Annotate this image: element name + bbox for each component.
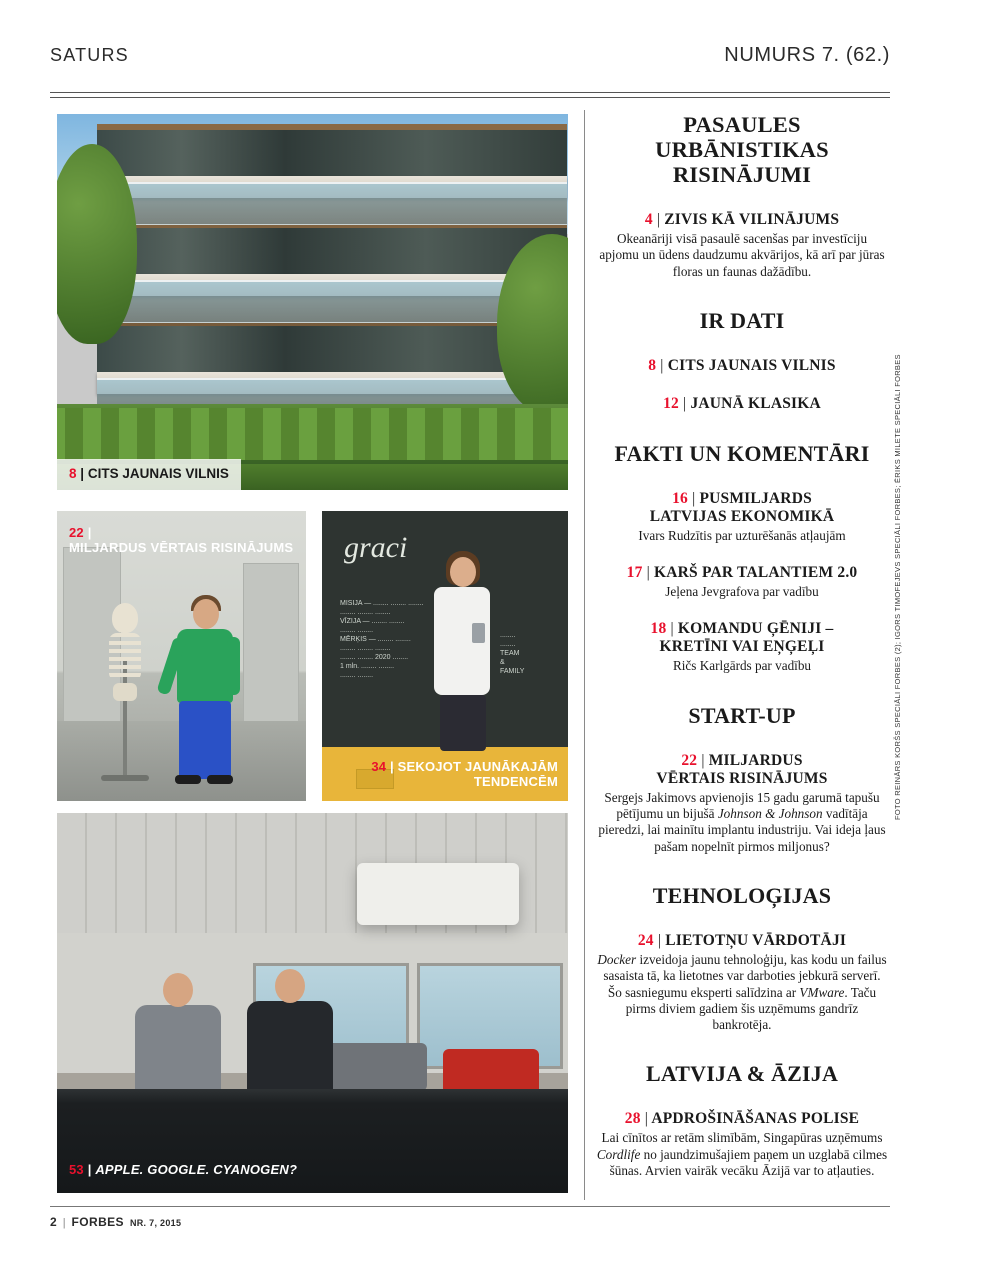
photo-caption-text: CITS JAUNAIS VILNIS bbox=[87, 466, 229, 481]
header-section-label: SATURS bbox=[50, 45, 129, 65]
photo-pelvis bbox=[113, 683, 137, 701]
toc-body-part2: no jaundzimušajiem paņem un uzglabā cilmes šūnas. Arvien vairāk vecāku Āzijā var to atļauties. bbox=[609, 1146, 888, 1179]
section-title-line2: RISINĀJUMI bbox=[672, 162, 812, 187]
toc-entry-apdrosinasanas-polise[interactable] bbox=[596, 1110, 888, 1179]
photo-board-word: graci bbox=[344, 531, 408, 564]
toc-entry-komandu-genij[interactable] bbox=[596, 620, 888, 674]
toc-entry-lietotnu-vardotaji[interactable] bbox=[596, 932, 888, 1033]
section-title-tehnologijas: TEHNOLOĢIJAS bbox=[652, 882, 832, 908]
toc-entry-heading bbox=[596, 211, 888, 229]
column-divider bbox=[584, 110, 585, 1200]
photo-skeleton-corridor bbox=[57, 511, 306, 801]
toc-entry-body: Ivars Rudzītis par uzturēšanās atļaujām bbox=[638, 527, 846, 543]
toc-entry-heading bbox=[596, 357, 888, 375]
toc-entry-title-line2: LATVIJAS EKONOMIKĀ bbox=[649, 507, 835, 525]
photo-person-torso bbox=[177, 629, 233, 703]
header-issue-label: NUMURS 7. (62.) bbox=[724, 44, 890, 66]
photo-caption-page: 8 bbox=[69, 466, 77, 481]
toc-entry-page: 8 bbox=[648, 356, 657, 374]
photo-woman-blackboard bbox=[322, 511, 568, 801]
toc-entry-page: 24 bbox=[637, 931, 654, 949]
toc-entry-cits-jaunais-vilnis[interactable] bbox=[596, 357, 888, 375]
toc-entry-title: MILJARDUS bbox=[708, 751, 803, 769]
toc-entry-title-line2: KRETĪNI VAI EŅĢEĻI bbox=[659, 638, 825, 656]
page-footer bbox=[50, 1215, 181, 1229]
section-title-ir-dati: IR DATI bbox=[699, 307, 785, 333]
toc-entry-bar: | bbox=[660, 356, 664, 374]
toc-entry-heading bbox=[596, 1110, 888, 1128]
toc-entry-body: Jeļena Jevgrafova par vadību bbox=[665, 584, 819, 600]
toc-entry-miljardus-vertais[interactable] bbox=[596, 752, 888, 855]
photo-person-shoe bbox=[175, 775, 201, 784]
toc-entry-bar: | bbox=[657, 931, 662, 949]
toc-entry-bar: | bbox=[646, 564, 650, 582]
photo-table bbox=[57, 1089, 568, 1193]
toc-entry-bar: | bbox=[656, 211, 661, 228]
toc-entry-heading bbox=[596, 395, 888, 413]
toc-entry-title: PUSMILJARDS bbox=[699, 489, 812, 507]
toc-entry-heading bbox=[596, 490, 888, 526]
toc-entry-page: 4 bbox=[644, 211, 653, 228]
photo-hedge-row bbox=[57, 408, 568, 434]
photo-caption-text: APPLE. GOOGLE. CYANOGEN? bbox=[95, 1162, 298, 1177]
photo-caption-page: 34 bbox=[371, 759, 387, 774]
toc-entry-title: KOMANDU ĢĒNIJI – bbox=[677, 620, 834, 638]
photo-window-strip bbox=[97, 130, 567, 176]
toc-entry-title: CITS JAUNAIS VILNIS bbox=[667, 356, 836, 374]
toc-entry-kars-par-talantiem[interactable] bbox=[596, 564, 888, 600]
photo-door bbox=[243, 563, 299, 725]
toc-entry-body: Ričs Karlgārds par vadību bbox=[672, 658, 812, 674]
photo-window-strip bbox=[97, 228, 567, 274]
toc-entry-body bbox=[596, 790, 888, 855]
footer-issue: NR. 7, 2015 bbox=[129, 1218, 182, 1228]
photo-credit: FOTO REINĀRS KORŠS SPECIĀLI FORBES (2); IGORS TIMOFEJEVS SPECIĀLI FORBES; ĒRIKS MILETE SPECIĀLI FORBES bbox=[893, 354, 902, 820]
footer-brand: FORBES bbox=[71, 1215, 124, 1229]
toc-entry-page: 18 bbox=[650, 620, 667, 638]
page-header bbox=[50, 44, 890, 67]
footer-divider bbox=[50, 1206, 890, 1207]
toc-entry-heading bbox=[596, 752, 888, 788]
photo-person-legs bbox=[440, 695, 486, 751]
toc-entry-bar: | bbox=[670, 620, 674, 638]
contents-column bbox=[596, 112, 888, 1185]
toc-body-italic: Cordlife bbox=[596, 1146, 641, 1162]
toc-entry-jauna-klasika[interactable] bbox=[596, 395, 888, 413]
toc-entry-body: Okeanāriji visā pasaulē sacenšas par investīciju apjomu un ūdens daudzumu akvārijos, kā arī par jūras floras un faunas dažādību. bbox=[599, 231, 885, 279]
header-divider bbox=[50, 92, 890, 98]
photo-caption-box bbox=[57, 459, 241, 490]
toc-body-part2: vadītāja pieredzi, lai mainītu implantu industriju. Vai ideja ļaus pašam nopelnīt pirmos miljonus? bbox=[598, 806, 886, 854]
photo-person-head bbox=[275, 969, 305, 1003]
photo-caption-bar: | bbox=[80, 466, 85, 481]
photo-caption-text: SEKOJOT JAUNĀKAJĀM TENDENCĒM bbox=[397, 759, 558, 789]
footer-separator: | bbox=[62, 1217, 66, 1229]
toc-entry-zivis[interactable] bbox=[596, 211, 888, 280]
photo-person-head bbox=[193, 599, 219, 629]
photo-person-legs bbox=[179, 701, 231, 779]
photo-glass-railing bbox=[97, 182, 567, 225]
toc-entry-heading bbox=[596, 564, 888, 582]
photo-caption-bar: | bbox=[390, 759, 394, 774]
toc-entry-title: KARŠ PAR TALANTIEM 2.0 bbox=[654, 564, 858, 582]
toc-entry-title-line2: VĒRTAIS RISINĀJUMS bbox=[656, 769, 828, 787]
section-title-line1: PASAULES URBĀNISTIKAS bbox=[655, 112, 829, 162]
footer-page-number: 2 bbox=[50, 1215, 57, 1229]
toc-entry-title: LIETOTŅU VĀRDOTĀJI bbox=[665, 931, 847, 949]
photo-caption bbox=[69, 1162, 297, 1177]
section-title-latvija-azija: LATVIJA & ĀZIJA bbox=[645, 1061, 839, 1087]
photo-caption bbox=[69, 466, 229, 482]
toc-entry-title: JAUNĀ KLASIKA bbox=[690, 394, 821, 412]
toc-entry-bar: | bbox=[692, 489, 696, 507]
photo-office-interior bbox=[57, 813, 568, 1193]
toc-body-part1: Lai cīnītos ar retām slimībām, Singapūras uzņēmums bbox=[601, 1130, 883, 1146]
toc-entry-title: ZIVIS KĀ VILINĀJUMS bbox=[664, 211, 840, 228]
photo-ribcage bbox=[109, 633, 141, 681]
toc-entry-bar: | bbox=[644, 1110, 649, 1128]
toc-body-part1: Sergejs Jakimovs apvienojis 15 gadu garumā tapušu pētījumu un bijušā bbox=[604, 789, 880, 822]
toc-body-part2: . Taču pirms diviem gadiem šis uzņēmums gandrīz bankrotēja. bbox=[625, 984, 877, 1033]
toc-entry-page: 12 bbox=[663, 394, 679, 412]
section-title-startup: START-UP bbox=[688, 702, 796, 728]
photo-pendant-lamp bbox=[357, 863, 519, 925]
photo-caption-bar: | bbox=[87, 1162, 92, 1177]
photo-person-holding-object bbox=[472, 623, 485, 643]
toc-entry-bar: | bbox=[701, 751, 705, 769]
toc-body-part1: izveidoja jaunu tehnoloģiju, kas kodu un failus sasaista tā, ka lietotnes var darboties jebkurā serverī. Šo sasniegumu eksperti salīdzina ar bbox=[603, 951, 887, 1000]
toc-entry-body bbox=[596, 1130, 888, 1179]
toc-body-italic: Docker bbox=[597, 951, 637, 967]
photo-apartment-building bbox=[57, 114, 568, 490]
photo-person-head bbox=[163, 973, 193, 1007]
toc-entry-pusmiljards[interactable] bbox=[596, 490, 888, 544]
photo-caption bbox=[322, 759, 558, 789]
photo-person-shoe bbox=[207, 775, 233, 784]
photo-caption-text: MILJARDUS VĒRTAIS RISINĀJUMS bbox=[69, 540, 294, 555]
photo-board-notes: MISIJA — ........ ........ ........ ........ ........ ........ VĪZIJA — ........ ........ ........ ........ MĒRĶIS — ........ ........ ........ ........ ........ ........ ........ 2020 ........ 1 mln. ........ ........ ........ ........ bbox=[340, 600, 424, 679]
toc-entry-bar: | bbox=[683, 394, 687, 412]
toc-entry-title: APDROŠINĀŠANAS POLISE bbox=[651, 1110, 860, 1128]
toc-body-italic-2: VMware bbox=[799, 984, 845, 1000]
toc-entry-body bbox=[596, 952, 888, 1033]
photo-building-facade bbox=[97, 124, 567, 424]
toc-entry-page: 28 bbox=[624, 1110, 641, 1128]
photo-hedge-row bbox=[57, 434, 568, 460]
section-title-urbanistika bbox=[596, 112, 888, 187]
photo-person-head bbox=[450, 557, 476, 587]
toc-body-italic: Johnson & Johnson bbox=[717, 806, 823, 822]
photo-board-notes: ........ ........ TEAM & FAMILY bbox=[500, 632, 525, 675]
toc-entry-heading bbox=[596, 620, 888, 656]
toc-entry-page: 16 bbox=[672, 489, 688, 507]
toc-entry-page: 22 bbox=[681, 751, 698, 769]
photo-caption-page: 53 bbox=[69, 1162, 84, 1177]
photo-caption-page: 22 bbox=[69, 525, 84, 540]
toc-entry-heading bbox=[596, 932, 888, 950]
photo-skull bbox=[112, 603, 138, 633]
photo-skeleton-base bbox=[101, 775, 149, 781]
photo-caption-bar: | bbox=[87, 525, 92, 540]
toc-entry-page: 17 bbox=[626, 564, 643, 582]
photo-caption bbox=[69, 525, 293, 555]
section-title-fakti: FAKTI UN KOMENTĀRI bbox=[614, 440, 870, 466]
photo-person-arm bbox=[227, 637, 240, 695]
